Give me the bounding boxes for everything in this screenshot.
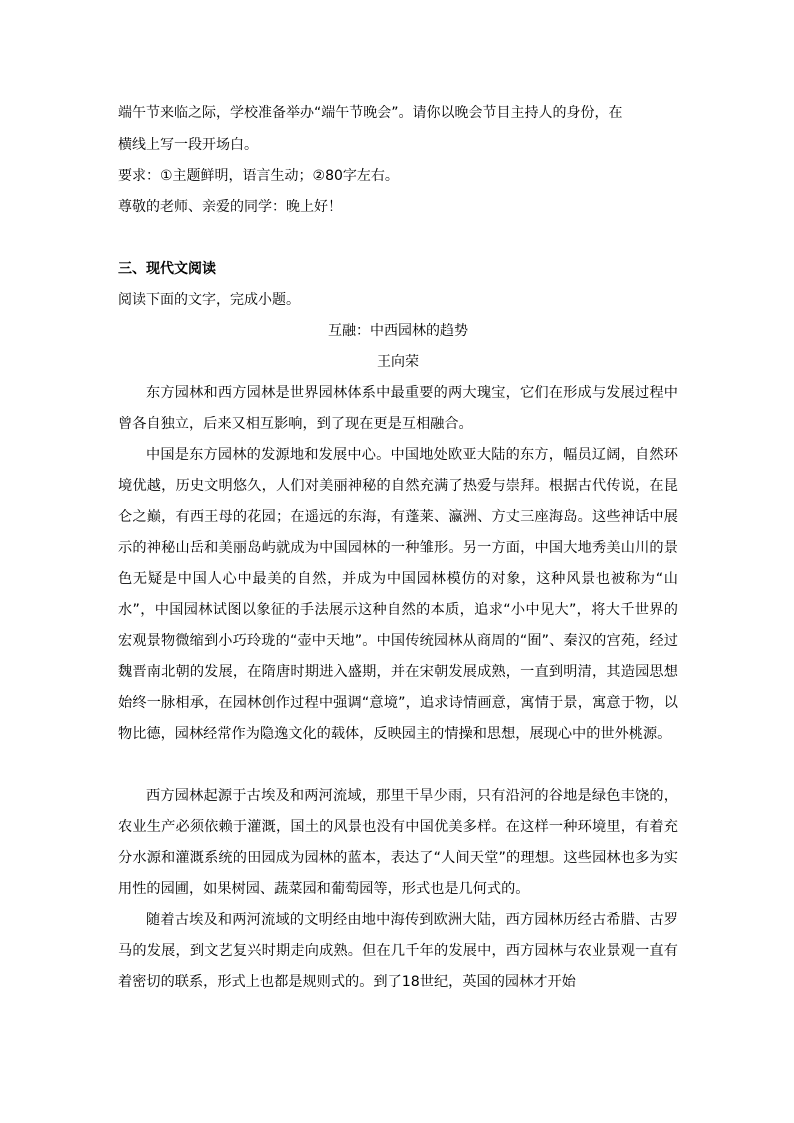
article-paragraph-1: 东方园林和西方园林是世界园林体系中最重要的两大瑰宝，它们在形成与发展过程中曾各自独立，后来又相互影响，到了现在更是互相融合。 bbox=[118, 385, 678, 432]
prompt-line-1: 端午节来临之际，学校准备举办“端午节晚会”。请你以晚会节目主持人的身份，在 bbox=[118, 105, 623, 121]
section-instruction: 阅读下面的文字，完成小题。 bbox=[118, 292, 300, 308]
greeting-text: 尊敬的老师、亲爱的同学：晚上好！ bbox=[118, 199, 342, 215]
prompt-line-2: 横线上写一段开场白。 bbox=[118, 137, 258, 153]
article-title: 互融：中西园林的趋势 bbox=[328, 323, 468, 339]
article-paragraph-3: 西方园林起源于古埃及和两河流域，那里干旱少雨，只有沿河的谷地是绿色丰饶的，农业生产必须依赖于灌溉，国土的风景也没有中国优美多样。在这样一种环境里，有着充分水源和灌溉系统的田园成为园林的蓝本，表达了“人间天堂”的理想。这些园林也多为实用性的园圃，如果树园、蔬菜园和葡萄园等，形式也是几何式的。 bbox=[118, 788, 678, 897]
article-paragraph-2: 中国是东方园林的发源地和发展中心。中国地处欧亚大陆的东方，幅员辽阔，自然环境优越，历史文明悠久，人们对美丽神秘的自然充满了热爱与崇拜。根据古代传说，在昆仑之巅，有西王母的花园；在遥远的东海，有蓬莱、瀛洲、方丈三座海岛。这些神话中展示的神秘山岳和美丽岛屿就成为中国园林的一种雏形。另一方面，中国大地秀美山川的景色无疑是中国人心中最美的自然，并成为中国园林模仿的对象，这种风景也被称为“山水”，中国园林试图以象征的手法展示这种自然的本质，追求“小中见大”，将大千世界的宏观景物微缩到小巧玲珑的“壶中天地”。中国传统园林从商周的“囿”、秦汉的宫苑，经过魏晋南北朝的发展，在隋唐时期进入盛期，并在宋朝发展成熟，一直到明清，其造园思想始终一脉相承，在园林创作过程中强调“意境”，追求诗情画意，寓情于景，寓意于物，以物比德，园林经常作为隐逸文化的载体，反映园主的情操和思想，展现心中的世外桃源。 bbox=[118, 447, 678, 742]
requirement-text: 要求：①主题鲜明，语言生动；②80字左右。 bbox=[118, 168, 399, 184]
article-paragraph-4: 随着古埃及和两河流域的文明经由地中海传到欧洲大陆，西方园林历经古希腊、古罗马的发展，到文艺复兴时期走向成熟。但在几千年的发展中，西方园林与农业景观一直有着密切的联系，形式上也都是规则式的。到了18世纪，英国的园林才开始 bbox=[118, 912, 678, 990]
article-author: 王向荣 bbox=[377, 354, 419, 370]
section-heading: 三、现代文阅读 bbox=[118, 261, 216, 277]
